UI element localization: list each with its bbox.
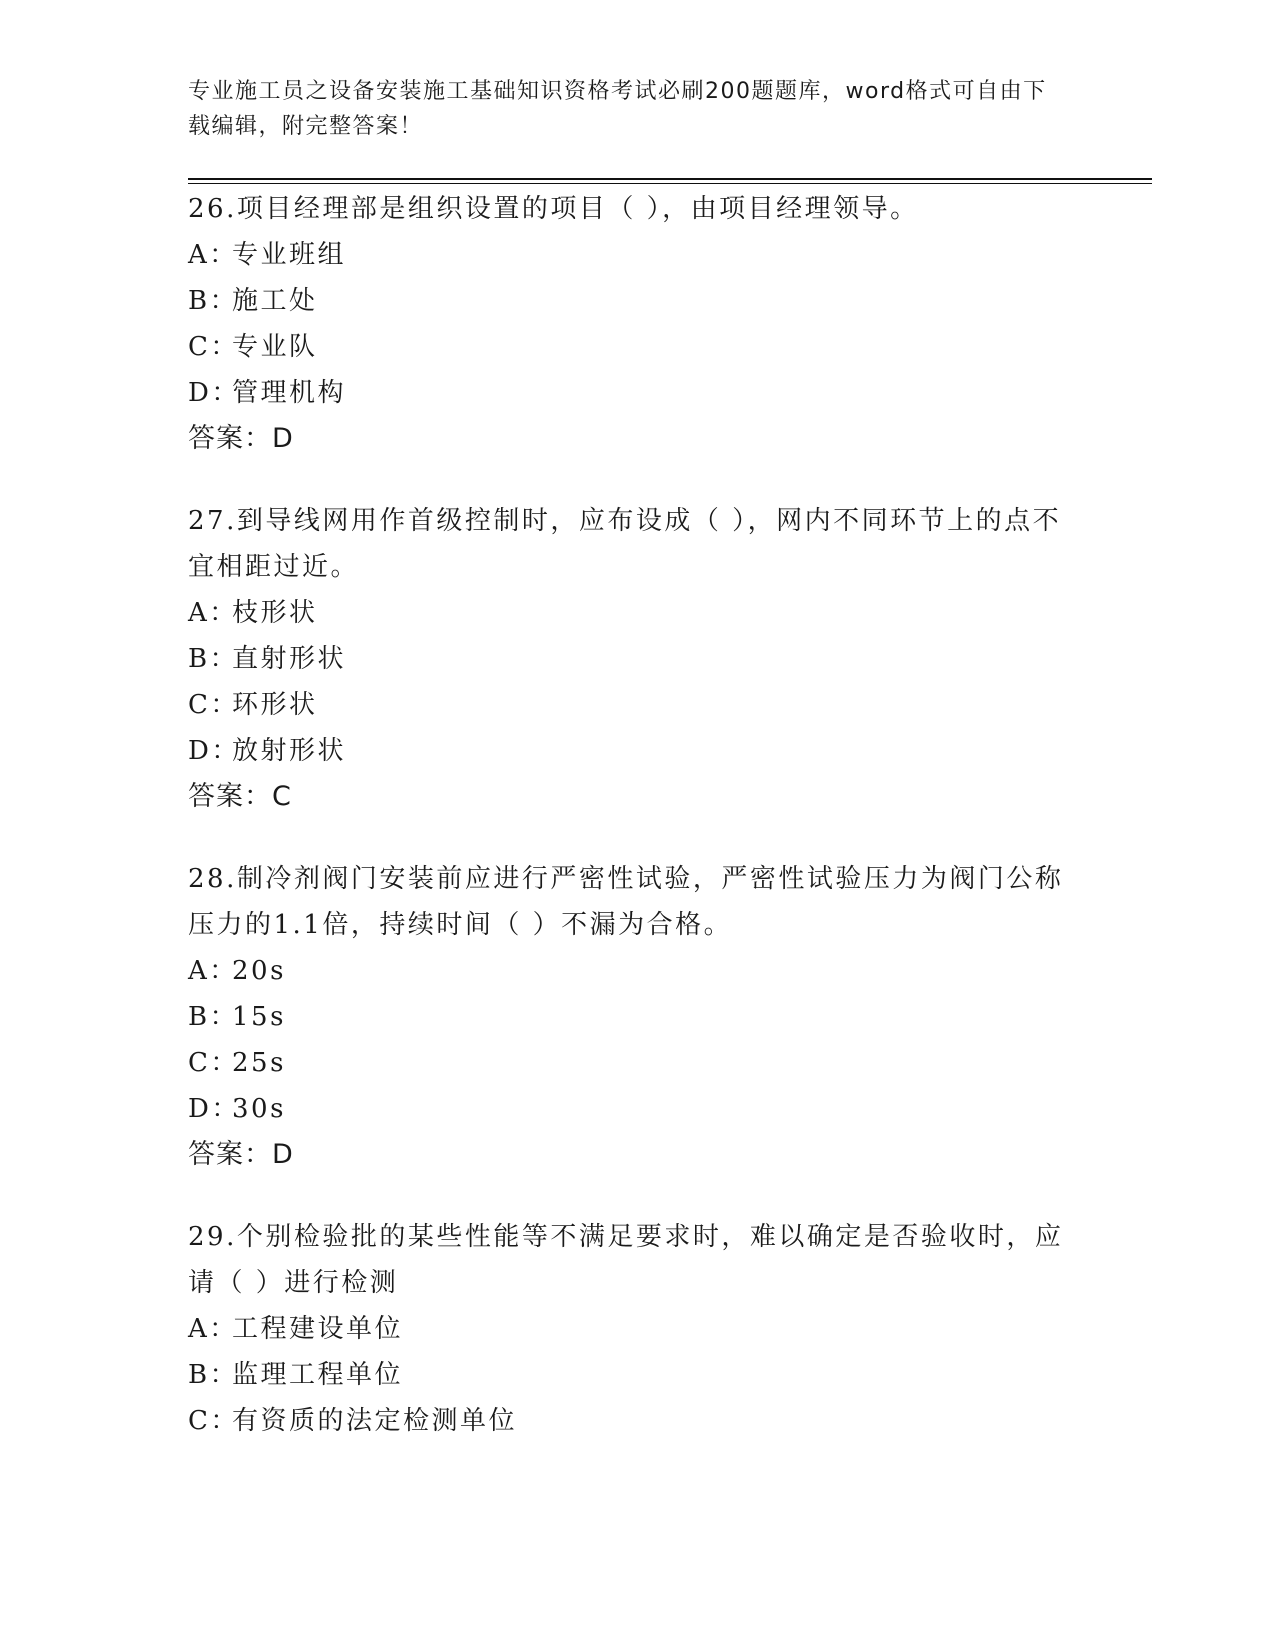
answer-label: 答案：D bbox=[188, 1139, 294, 1170]
option-text: 枝形状 bbox=[232, 598, 318, 628]
option-letter: D： bbox=[188, 736, 240, 766]
option-text: 专业队 bbox=[232, 332, 318, 362]
question-stem: 28.制冷剂阀门安装前应进行严密性试验，严密性试验压力为阀门公称压力的1.1倍，持续时间（ ）不漏为合格。 bbox=[188, 864, 1064, 940]
option-a bbox=[188, 590, 1088, 636]
option-letter: C： bbox=[188, 1048, 239, 1078]
option-letter: B： bbox=[188, 1360, 239, 1390]
option-letter: A： bbox=[188, 956, 238, 986]
option-c bbox=[188, 682, 1088, 728]
option-letter: C： bbox=[188, 690, 239, 720]
option-text: 工程建设单位 bbox=[232, 1314, 404, 1344]
option-text: 管理机构 bbox=[232, 378, 347, 408]
answer-label: 答案：C bbox=[188, 781, 292, 812]
option-a bbox=[188, 948, 1088, 994]
question-28 bbox=[188, 856, 1088, 1178]
option-a bbox=[188, 232, 1088, 278]
option-c bbox=[188, 1398, 1088, 1444]
question-stem: 26.项目经理部是组织设置的项目（ ），由项目经理领导。 bbox=[188, 194, 919, 224]
option-text: 施工处 bbox=[232, 286, 318, 316]
option-b bbox=[188, 1352, 1088, 1398]
question-27 bbox=[188, 498, 1088, 820]
option-letter: A： bbox=[188, 598, 238, 628]
option-letter: B： bbox=[188, 644, 239, 674]
option-text: 直射形状 bbox=[232, 644, 347, 674]
option-letter: B： bbox=[188, 1002, 239, 1032]
option-text: 30s bbox=[232, 1094, 286, 1124]
document-header: 专业施工员之设备安装施工基础知识资格考试必刷200题题库，word格式可自由下载编辑，附完整答案！ bbox=[188, 79, 1047, 139]
option-letter: B： bbox=[188, 286, 239, 316]
option-text: 环形状 bbox=[232, 690, 318, 720]
option-letter: A： bbox=[188, 240, 238, 270]
option-c bbox=[188, 1040, 1088, 1086]
answer-label: 答案：D bbox=[188, 423, 294, 454]
option-d bbox=[188, 370, 1088, 416]
option-text: 专业班组 bbox=[232, 240, 347, 270]
option-b bbox=[188, 994, 1088, 1040]
option-c bbox=[188, 324, 1088, 370]
header-rule-thin bbox=[188, 183, 1152, 184]
option-letter: D： bbox=[188, 1094, 240, 1124]
option-text: 20s bbox=[232, 956, 286, 986]
option-text: 监理工程单位 bbox=[232, 1360, 404, 1390]
option-text: 25s bbox=[232, 1048, 286, 1078]
option-letter: C： bbox=[188, 1406, 239, 1436]
option-b bbox=[188, 636, 1088, 682]
option-text: 15s bbox=[232, 1002, 286, 1032]
option-letter: C： bbox=[188, 332, 239, 362]
option-b bbox=[188, 278, 1088, 324]
header-rule-thick bbox=[188, 178, 1152, 180]
option-text: 有资质的法定检测单位 bbox=[232, 1406, 518, 1436]
option-a bbox=[188, 1306, 1088, 1352]
question-26 bbox=[188, 186, 1088, 462]
question-29 bbox=[188, 1214, 1088, 1444]
option-letter: A： bbox=[188, 1314, 238, 1344]
option-d bbox=[188, 728, 1088, 774]
question-stem: 29.个别检验批的某些性能等不满足要求时，难以确定是否验收时，应请（ ）进行检测 bbox=[188, 1222, 1064, 1298]
option-letter: D： bbox=[188, 378, 240, 408]
option-d bbox=[188, 1086, 1088, 1132]
option-text: 放射形状 bbox=[232, 736, 347, 766]
question-stem: 27.到导线网用作首级控制时，应布设成（ ），网内不同环节上的点不宜相距过近。 bbox=[188, 506, 1062, 582]
question-list bbox=[188, 186, 1088, 1480]
